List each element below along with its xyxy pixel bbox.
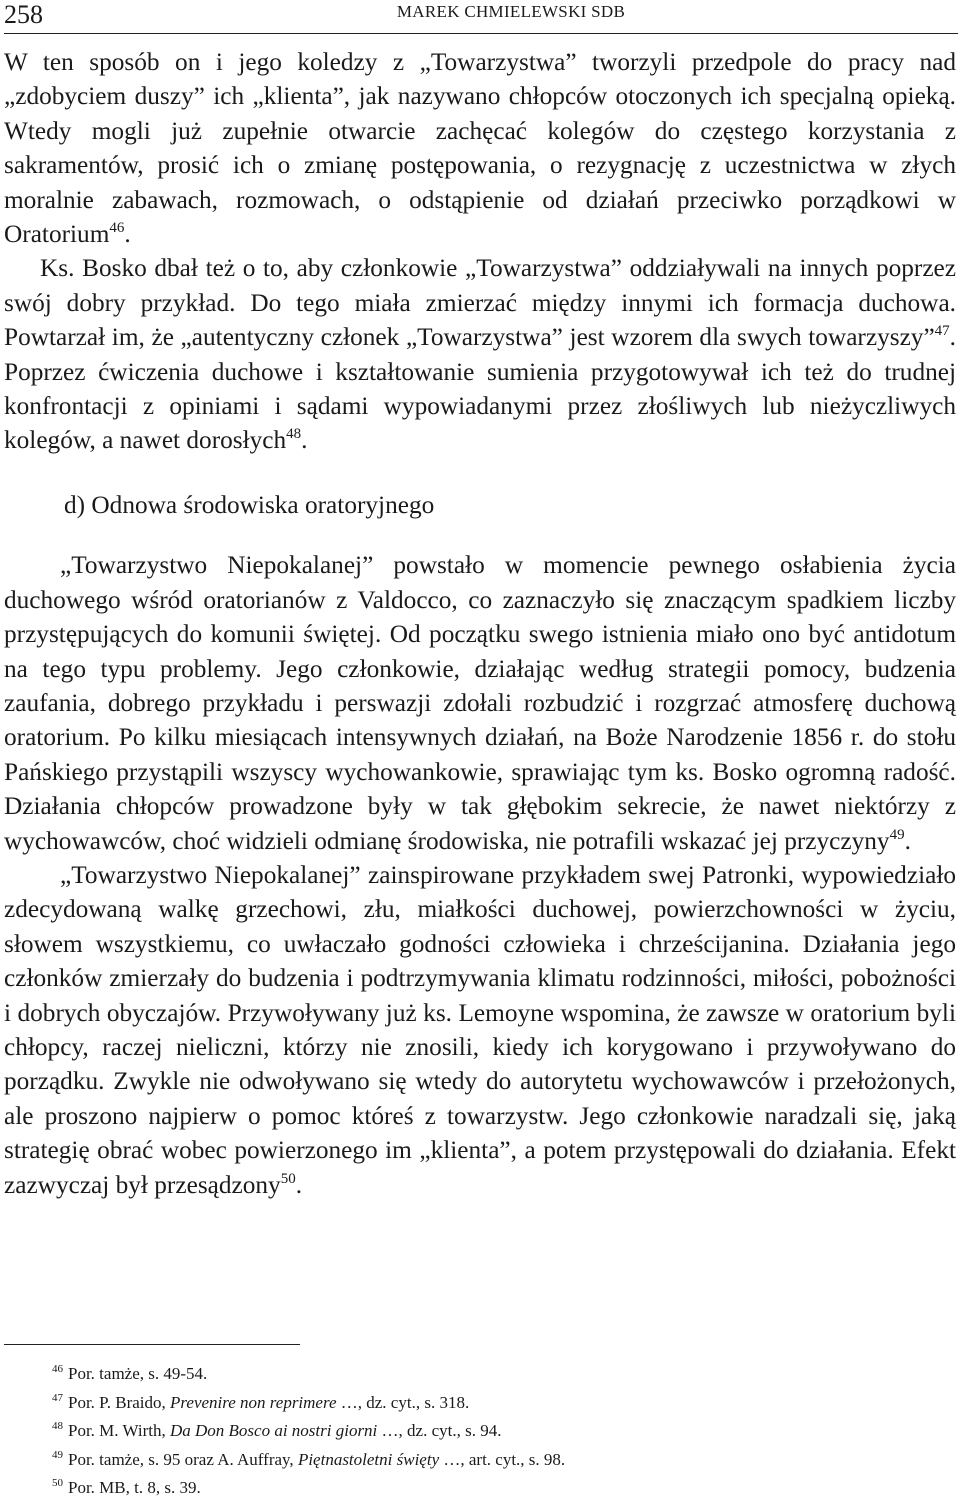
footnote-number: 48 bbox=[52, 1420, 63, 1433]
footnote-text: Por. tamże, s. 49-54. bbox=[68, 1364, 208, 1383]
section-heading: d) Odnowa środowiska oratoryjnego bbox=[64, 490, 435, 519]
footnote-number: 50 bbox=[52, 1477, 63, 1490]
paragraph-2-end: . bbox=[301, 426, 308, 455]
paragraph-2 bbox=[4, 251, 956, 457]
footnote-ref-48[interactable]: 48 bbox=[286, 426, 302, 443]
footnote-citation: …, dz. cyt., s. 94. bbox=[377, 1421, 502, 1441]
footnote-text: Por. M. Wirth, bbox=[68, 1421, 170, 1441]
paragraph-1-end: . bbox=[124, 220, 131, 249]
footnotes bbox=[52, 1360, 912, 1503]
paragraph-3-text: „Towarzystwo Niepokalanej” powstało w momencie pewnego osłabienia życia duchowego wśród oratorianów z Valdocco, co zaznaczyło się znaczącym spadkiem liczby przystępujących do komunii świętej. Od początku swego istnienia miało ono być antidotum na tego typu problemy. Jego członkowie, działając według strategii pomocy, budzenia zaufania, dobrego przykładu i perswazji zdołali rozbudzić i rozgrzać atmosferę duchową oratorium. Po kilku miesiącach intensywnych działań, na Boże Narodzenie 1856 r. do stołu Pańskiego przystąpili wszyscy wychowankowie, sprawiając tym ks. Bosko ogromną radość. Działania chłopców prowadzone były w tak głębokim sekrecie, że nawet niektórzy z wychowawców, choć widzieli odmianę środowiska, nie potrafili wskazać jej przyczyny bbox=[4, 551, 956, 855]
paragraph-4-end: . bbox=[295, 1170, 303, 1199]
paragraph-2-text-a: Ks. Bosko dbał też o to, aby członkowie „Towarzystwa” oddziaływali na innych poprzez swój dobry przykład. Do tego miała zmierzać między innymi ich formacja duchowa. Powtarzał im, że „autentyczny członek „Towarzystwa” jest wzorem dla swych towarzyszy” bbox=[4, 254, 956, 352]
footnote-citation: …, art. cyt., s. 98. bbox=[439, 1449, 566, 1469]
footnote-46 bbox=[52, 1360, 912, 1389]
footnote-number: 49 bbox=[52, 1448, 63, 1461]
footnote-title: Piętnastoletni święty bbox=[297, 1449, 440, 1469]
footnote-ref-50[interactable]: 50 bbox=[280, 1170, 296, 1187]
footnote-number: 46 bbox=[52, 1363, 63, 1375]
paragraph-2-text-b: . Poprzez ćwiczenia duchowe i kształtowanie sumienia przygotowywał ich też do trudnej konfrontacji z opiniami i sądami wypowiadanymi przez złośliwych lub nieżyczliwych kolegów, a nawet dorosłych bbox=[4, 323, 956, 455]
footnote-number: 47 bbox=[52, 1391, 63, 1404]
footnote-48 bbox=[52, 1417, 912, 1446]
footnote-50 bbox=[52, 1474, 912, 1503]
footnote-47 bbox=[52, 1389, 912, 1418]
page-number: 258 bbox=[4, 0, 43, 29]
paragraph-4 bbox=[4, 858, 956, 1202]
footnote-title: Prevenire non reprimere bbox=[170, 1392, 337, 1412]
footnote-ref-47[interactable]: 47 bbox=[934, 323, 950, 340]
paragraph-4-text: „Towarzystwo Niepokalanej” zainspirowane przykładem swej Patronki, wypowiedziało zdecydowaną walkę grzechowi, złu, miałkości duchowej, powierzchowności w życiu, słowem wszystkiemu, co uwłaczało godności człowieka i chrześcijanina. Działania jego członków zmierzały do budzenia i podtrzymywania klimatu rodzinności, miłości, pobożności i dobrych obyczajów. Przywoływany już ks. Lemoyne wspomina, że zawsze w oratorium byli chłopcy, raczej nieliczni, którzy nie znosili, kiedy ich korygowano i przywoływano do porządku. Zwykle nie odwoływano się wtedy do autorytetu wychowawców i przełożonych, ale proszono najpierw o pomoc któreś z towarzystw. Jego członkowie naradzali się, jaką strategię obrać wobec powierzonego im „klienta”, a potem przystępowali do działania. Efekt zazwyczaj był przesądzony bbox=[4, 860, 956, 1199]
footnote-citation: …, dz. cyt., s. 318. bbox=[336, 1392, 470, 1412]
footnote-ref-46[interactable]: 46 bbox=[109, 220, 125, 237]
paragraph-1 bbox=[4, 45, 956, 251]
footnote-ref-49[interactable]: 49 bbox=[889, 826, 905, 843]
footnote-divider bbox=[4, 1344, 300, 1345]
running-head: MAREK CHMIELEWSKI SDB bbox=[396, 2, 626, 21]
footnote-text: Por. P. Braido, bbox=[68, 1392, 171, 1412]
main-text bbox=[4, 45, 956, 1202]
paragraph-1-text: W ten sposób on i jego koledzy z „Towarzystwa” tworzyli przedpole do pracy nad „zdobyciem duszy” ich „klienta”, jak nazywano chłopców otoczonych ich specjalną opieką. Wtedy mogli już zupełnie otwarcie zachęcać kolegów do częstego korzystania z sakramentów, prosić ich o zmianę postępowania, o rezygnację z uczestnictwa w złych moralnie zabawach, rozmowach, o odstąpienie od działań przeciwko porządkowi w Oratorium bbox=[4, 48, 956, 249]
page-header bbox=[4, 0, 958, 34]
paragraph-3 bbox=[4, 548, 956, 858]
footnote-49 bbox=[52, 1446, 912, 1475]
footnote-text: Por. MB, t. 8, s. 39. bbox=[68, 1478, 201, 1498]
paragraph-3-end: . bbox=[904, 826, 911, 855]
footnote-text: Por. tamże, s. 95 oraz A. Auffray, bbox=[68, 1449, 298, 1469]
footnote-title: Da Don Bosco ai nostri giorni bbox=[169, 1421, 378, 1441]
